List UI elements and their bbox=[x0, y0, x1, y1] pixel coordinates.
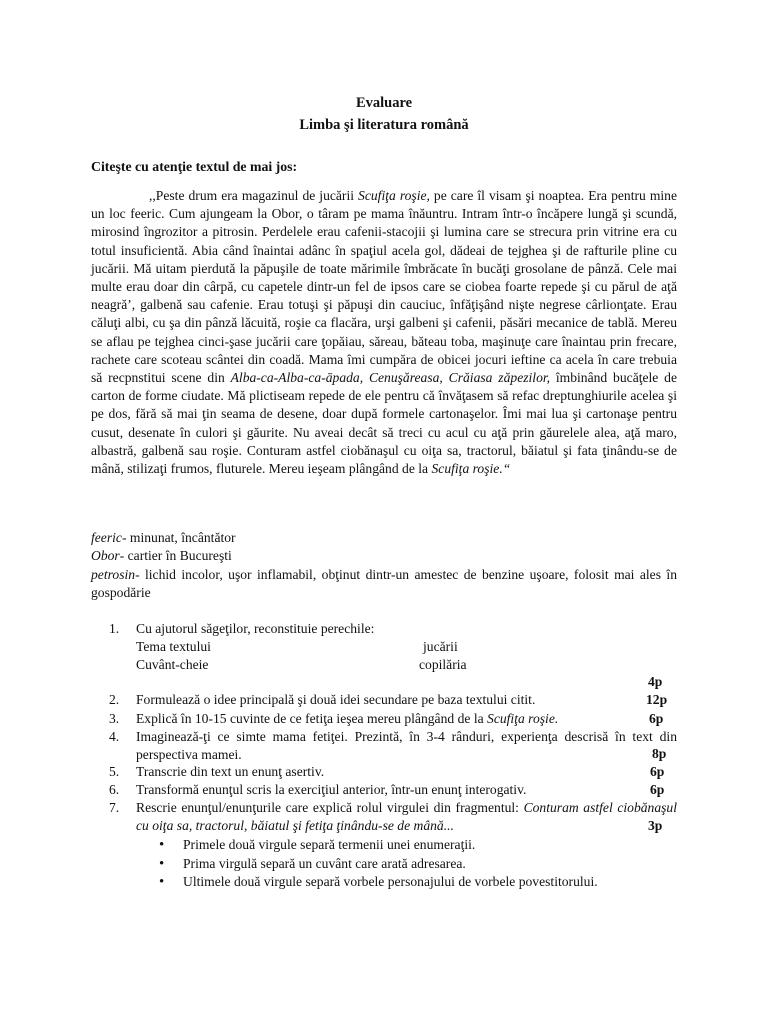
glossary-term: feeric bbox=[91, 530, 122, 545]
question-text: Explică în 10-15 cuvinte de ce fetiţa ieşea mereu plângând de la bbox=[136, 711, 488, 726]
question-text: Rescrie enunţul/enunţurile care explică rolul virgulei din fragmentul: bbox=[136, 800, 524, 815]
points-q1: 4p bbox=[648, 674, 663, 689]
question-number: 3. bbox=[109, 711, 120, 726]
question-5 bbox=[109, 763, 676, 781]
question-3 bbox=[109, 710, 676, 728]
question-number: 2. bbox=[109, 692, 120, 707]
passage-part: îmbinând bucăţele de carton de forme ciudate. Mă plictiseam repede de ele pentru că învăţasem să refac dreptunghiurile acelea şi pe dos, fără să mai ţin seama de desene, doar după formele cartonaşelor. Îmi mai lua şi cartonaşe pentru cusut, desenate în culori şi găurite. Nu aveai decât să treci cu acul cu aţă prin găurelele alea, aţă maro, albastră, galbenă sau roşie. Conturam astfel ciobănaşul cu oiţa sa, tractorul, băiatul şi fata ţinându-se de mână, stilizaţi frumos, fluturele. Mereu ieşeam plângând de la bbox=[91, 370, 678, 477]
passage-italic: Scufiţa roşie, bbox=[358, 188, 430, 203]
passage-part: pe care îl visam şi noaptea. Era pentru mine un loc feeric. Cum ajungeam la Obor, o târam pe mama înăuntru. Intram într-o încăpere lungă şi scundă, mirosind îngrozitor a pitrosin. Perdelele erau cafenii-stacojii şi lumina care se strecura prin vitrine era cu totul insuficientă. Abia când înaintai adânc în spaţiul acela gol, dădeai de tejghea şi de rafturile pline cu jucării. Mă uitam pierdută la păpuşile de toate mărimile îmbrăcate în bucăţi grosolane de pânză. Cele mai multe erau doar din cârpă, cu capetele dintr-un fel de ipsos care se ciobea foarte repede şi cu părul de aţă neagră’, galbenă sau cafenie. Erau totuşi şi păpuşi din cauciuc, înfăţişând nişte negrese cârlionţate. Erau căluţi albi, cu şa din pânză lăcuită, roşie ca flacăra, urşi galbeni şi cafenii, păsări mecanice de tablă. Mereu se aflau pe tejghea cinci-şase jucării care ţopăiau, săreau, băteau toba, maşinuţe care înaintau prin frecare, rachete care scoteau scântei din coadă. Mama îmi cumpăra de obicei jocuri ieftine ca acela în care trebuia să recpnstitui scene din bbox=[91, 188, 678, 386]
points-q6: 6p bbox=[650, 782, 665, 797]
instruction: Citeşte cu atenţie textul de mai jos: bbox=[91, 159, 298, 174]
pair-right-2: copilăria bbox=[419, 657, 467, 672]
question-text: Imaginează-ţi ce simte mama fetiţei. Prezintă, în 3-4 rânduri, experienţa descrisă în text din perspectiva mamei. bbox=[136, 729, 677, 763]
question-text: Transcrie din text un enunţ asertiv. bbox=[136, 764, 325, 779]
points-q4: 8p bbox=[652, 746, 667, 761]
passage-italic: Scufiţa roşie.“ bbox=[431, 461, 511, 477]
question-1 bbox=[109, 620, 676, 638]
option-item: • Prima virgulă separă un cuvânt care arată adresarea. bbox=[183, 855, 466, 873]
question-text: Formulează o idee principală şi două idei secundare pe baza textului citit. bbox=[136, 692, 536, 707]
glossary-definition: - cartier în Bucureşti bbox=[119, 548, 232, 563]
glossary-term: petrosin bbox=[91, 567, 136, 582]
points-q3: 6p bbox=[649, 711, 664, 726]
glossary-definition: - lichid incolor, uşor inflamabil, obţinut dintr-un amestec de benzine uşoare, folosit mai ales în gospodărie bbox=[91, 567, 677, 601]
points-q7: 3p bbox=[648, 818, 663, 833]
question-number: 7. bbox=[109, 800, 120, 815]
question-6 bbox=[109, 781, 676, 799]
question-italic: Conturam astfel ciobănaşul cu oiţa sa, tractorul, băiatul şi fetiţa ţinându-se de mână... bbox=[136, 800, 678, 834]
page-title: Evaluare bbox=[355, 95, 413, 111]
question-number: 5. bbox=[109, 764, 120, 779]
glossary-item bbox=[91, 566, 677, 602]
question-2 bbox=[109, 691, 676, 709]
question-text: Transformă enunţul scris la exerciţiul anterior, într-un enunţ interogativ. bbox=[136, 782, 527, 797]
question-number: 4. bbox=[109, 729, 120, 744]
points-q5: 6p bbox=[650, 764, 665, 779]
pair-left-1: Tema textului bbox=[136, 639, 211, 654]
question-text: Cu ajutorul săgeţilor, reconstituie perechile: bbox=[136, 621, 375, 636]
option-item: • Ultimele două virgule separă vorbele personajului de vorbele povestitorului. bbox=[183, 873, 598, 891]
glossary-term: Obor bbox=[91, 548, 120, 563]
option-item: • Primele două virgule separă termenii unei enumeraţii. bbox=[183, 836, 475, 854]
pair-right-1: jucării bbox=[423, 639, 458, 654]
points-q2: 12p bbox=[646, 692, 668, 707]
passage-part: ,,Peste drum era magazinul de jucării bbox=[149, 188, 359, 203]
glossary-definition: - minunat, încântător bbox=[121, 530, 236, 545]
reading-passage bbox=[91, 187, 677, 478]
pair-left-2: Cuvânt-cheie bbox=[136, 657, 209, 672]
question-italic: Scufiţa roşie. bbox=[487, 711, 559, 726]
passage-italic: Alba-ca-Alba-ca-āpada, Cenuşăreasa, Crăiasa zăpezilor, bbox=[230, 370, 551, 386]
question-7 bbox=[109, 799, 678, 835]
question-4 bbox=[109, 728, 677, 764]
question-number: 6. bbox=[109, 782, 120, 797]
page-subtitle: Limba şi literatura română bbox=[299, 117, 469, 133]
glossary-item bbox=[91, 529, 677, 547]
glossary-item bbox=[91, 547, 677, 565]
question-number: 1. bbox=[109, 621, 120, 636]
